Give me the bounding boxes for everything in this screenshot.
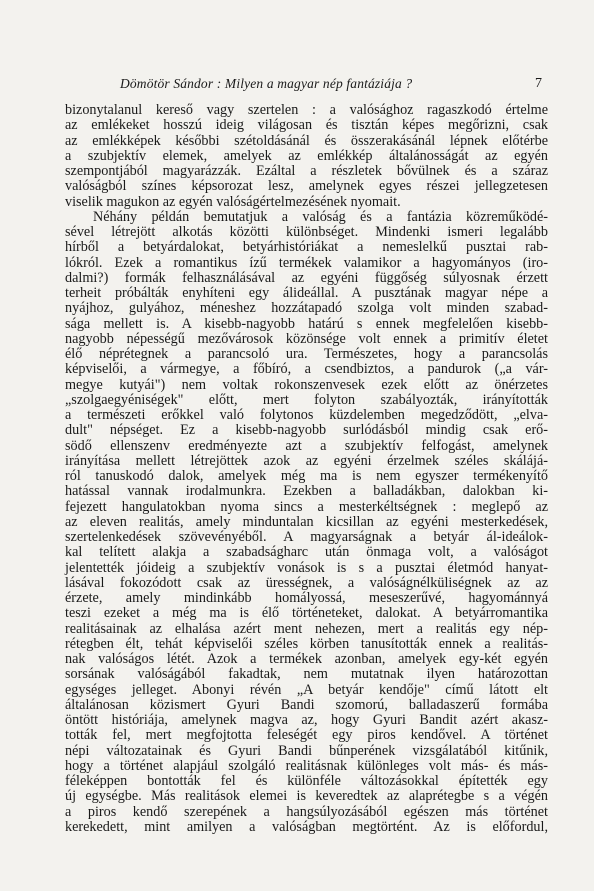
text-line: hírből a betyárdalokat, betyárhistóriákat a nemeslelkű pusztai rab- <box>65 239 548 256</box>
text-line: södő ellenszenv eredményezte azt a szubjektív felfogást, amelynek <box>65 437 548 454</box>
text-line: kal telített alakja a szabadságharc után önmaga volt, a valóságot <box>65 544 548 561</box>
text-line: irányítása mellett létrejöttek azok az egyéni érzelmek széles skálájá- <box>65 452 548 469</box>
text-line: tották fel, mert megfojtotta feleségét egy piros kendővel. A történet <box>65 727 548 744</box>
text-line: rétegben élt, tehát képviselői széles körben tanusították ennek a realitás- <box>65 635 548 652</box>
text-line: dalmi?) formák felhasználásával az egyéni függőség súlyosnak érzett <box>65 269 548 286</box>
text-line: dult" népséget. Ez a kisebb-nagyobb surlódásból mindig csak erő- <box>65 422 548 439</box>
text-line: nyájhoz, gulyához, méneshez hozzátapadó szolga volt minden szabad- <box>65 300 548 317</box>
text-line: sével létrejött alkotás közötti különbséget. Mindenki ismeri legalább <box>65 224 548 240</box>
running-header <box>0 76 594 96</box>
text-line: bizonytalanul kereső vagy szertelen : a valósághoz ragaszkodó értelme <box>65 102 548 118</box>
text-line: népi változatainak és Gyuri Bandi bűnperének vizsgálatából kitűnik, <box>65 742 548 759</box>
text-line: kerekedett, mint amilyen a valóságban megtörtént. Az is előfordul, <box>65 818 548 835</box>
text-line: ról tanuskodó dalok, amelyek még ma is nem egyszer termékenyítő <box>65 468 548 484</box>
text-line: a természeti erőkkel való folytonos küzdelemben megedződött, „elva- <box>65 407 548 423</box>
text-line: lásával fokozódott csak az ürességnek, a valóságnélküliségnek az az <box>65 574 548 591</box>
text-line: új egységbe. Más realitások elemei is keveredtek az alaprétegbe s a végén <box>65 788 548 805</box>
text-line: érzete, amely mindinkább homályossá, meseszerűvé, hagyománnyá <box>65 590 548 606</box>
text-line: „szolgaegyéniségek" előtt, mert folyton szabályozták, irányították <box>65 391 548 408</box>
running-title: Dömötör Sándor : Milyen a magyar nép fantáziája ? <box>120 76 413 91</box>
text-line: megye kutyái") nem voltak rokonszenvesek ezek előtt az önérzetes <box>65 376 548 393</box>
text-line: viselik magukon az egyén valóságértelmezésének nyomait. <box>65 193 401 210</box>
text-line: Néhány példán bemutatjuk a valóság és a fantázia közreműködé- <box>93 208 548 225</box>
text-line: terheit próbálták enyhíteni egy álideállal. A pusztának magyar népe a <box>65 285 548 301</box>
body-text <box>65 103 548 835</box>
text-line: szempontjából magyarázzák. Ezáltal a részletek bővülnek és a száraz <box>65 163 548 179</box>
text-line: realitásainak az elhalása azért ment nehezen, mert a realitás egy nép- <box>65 620 548 637</box>
text-line: az emlékképek későbbi szétoldásánál és összerakásánál lépnek előtérbe <box>65 132 548 149</box>
text-line: sorsának valóságából fakadtak, nem mutatnak ilyen határozottan <box>65 666 548 683</box>
text-line: képviselői, a vármegye, a főbíró, a csendbiztos, a pandurok („a vár- <box>65 361 548 378</box>
text-line: lókról. Ezek a romantikus ízű termékek valamikor a hagyományos (iro- <box>65 254 548 271</box>
text-line: hogy a történet alapjául szolgáló realitásnak különleges volt más- és más- <box>65 757 548 774</box>
text-line: hatással vannak irodalmunkra. Ezekben a balladákban, dalokban ki- <box>65 483 548 500</box>
text-line: jelentették jóideig a szubjektív vonások is s a pusztai életmód hanyat- <box>65 559 548 576</box>
text-line: egységes jelleget. Abonyi révén „A betyár kendője" című látott elt <box>65 681 548 698</box>
text-line: valóságból színes képsorozat lesz, amelynek egyes részei jellegzetesen <box>65 178 548 195</box>
text-line: teszi ezeket a még ma is élő történeteket, dalokat. A betyárromantika <box>65 605 548 622</box>
text-line: nak valóságos létét. Azok a termékek azonban, amelyek egy-két egyén <box>65 651 548 667</box>
text-line: élő néprétegnek a parancsoló ura. Természetes, hogy a parancsolás <box>65 346 548 362</box>
text-line: féleképpen bontották fel és különféle változásokkal építették egy <box>65 773 548 789</box>
text-line: szertelenkedések szövevényéből. A magyarságnak a betyár ál-ideálok- <box>65 529 548 545</box>
page-number: 7 <box>535 76 542 91</box>
text-line: a piros kendő szerepének a hangsúlyozásából egészen más történet <box>65 803 548 820</box>
text-line: az emlékeket hosszú ideig világosan és tisztán képes megőrizni, csak <box>65 117 548 134</box>
text-line: a szubjektív elemek, amelyek az emlékkép általánosságát az egyén <box>65 147 548 164</box>
text-line: általánosan közismert Gyuri Bandi szomorú, balladaszerű formába <box>65 696 548 713</box>
text-line: az eleven realitás, amely minduntalan kicsillan az egyéni mesterkedések, <box>65 513 548 530</box>
text-line: nagyobb népességű mezővárosok közönsége volt ennek a primitív életet <box>65 330 548 347</box>
text-line: fejezett hangulatokban nyoma sincs a mesterkéltségnek : meglepő az <box>65 498 548 515</box>
text-line: sága mellett is. A kisebb-nagyobb határú s ennek megfelelően kisebb- <box>65 315 548 332</box>
text-line: öntött históriája, amelynek magva az, hogy Gyuri Bandit azért akasz- <box>65 712 548 728</box>
